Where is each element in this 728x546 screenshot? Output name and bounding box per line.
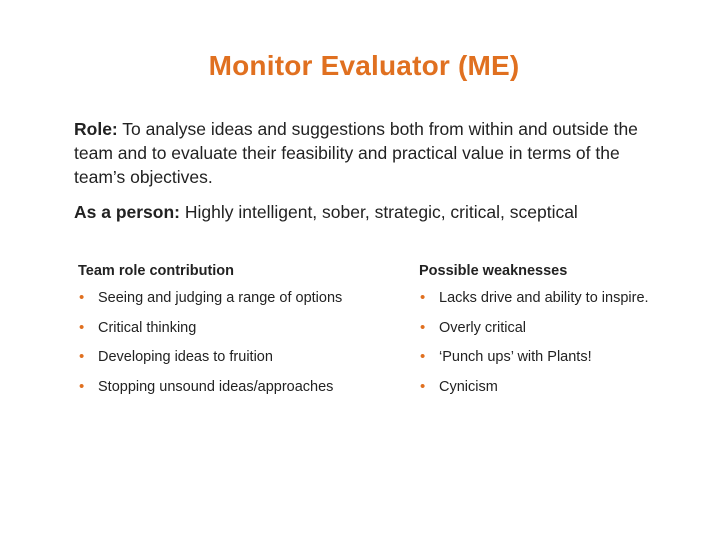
weakness-heading: Possible weaknesses (419, 263, 568, 279)
weakness-item (419, 347, 719, 377)
bullet-icon: • (79, 289, 85, 306)
weakness-column (419, 258, 719, 406)
bullet-icon: • (420, 318, 426, 336)
role-paragraph (74, 117, 654, 189)
person-text: Highly intelligent, sober, strategic, critical, sceptical (184, 202, 578, 222)
contribution-heading: Team role contribution (78, 263, 235, 279)
bullet-icon: • (79, 348, 85, 365)
contribution-item-text: Stopping unsound ideas/approaches (98, 378, 334, 395)
role-text: To analyse ideas and suggestions both from within and outside the team and to evaluate their feasibility and practical value in terms of the team’s objectives. (74, 119, 638, 187)
weakness-item-text: Overly critical (439, 319, 527, 336)
contribution-item-text: Seeing and judging a range of options (98, 290, 343, 306)
bullet-icon: • (420, 377, 426, 395)
bullet-icon: • (79, 318, 85, 336)
person-label: As a person: (74, 202, 180, 222)
bullet-icon: • (79, 377, 85, 395)
bullet-icon: • (420, 348, 426, 365)
contribution-item (78, 318, 398, 348)
slide-title: Monitor Evaluator (ME) (208, 50, 520, 81)
bullet-icon: • (420, 289, 426, 306)
weakness-item (419, 318, 719, 348)
weakness-item (419, 377, 719, 407)
contribution-column (78, 258, 398, 406)
weakness-item-text: Cynicism (439, 378, 498, 395)
contribution-item (78, 288, 398, 318)
contribution-item (78, 347, 398, 377)
contribution-item (78, 377, 398, 407)
contribution-item-text: Critical thinking (98, 319, 197, 336)
role-label: Role: (74, 119, 118, 139)
weakness-item-text: ‘Punch ups’ with Plants! (439, 349, 592, 365)
weakness-item-text: Lacks drive and ability to inspire. (439, 290, 649, 306)
contribution-item-text: Developing ideas to fruition (98, 349, 273, 365)
person-paragraph (74, 200, 674, 224)
weakness-item (419, 288, 719, 318)
